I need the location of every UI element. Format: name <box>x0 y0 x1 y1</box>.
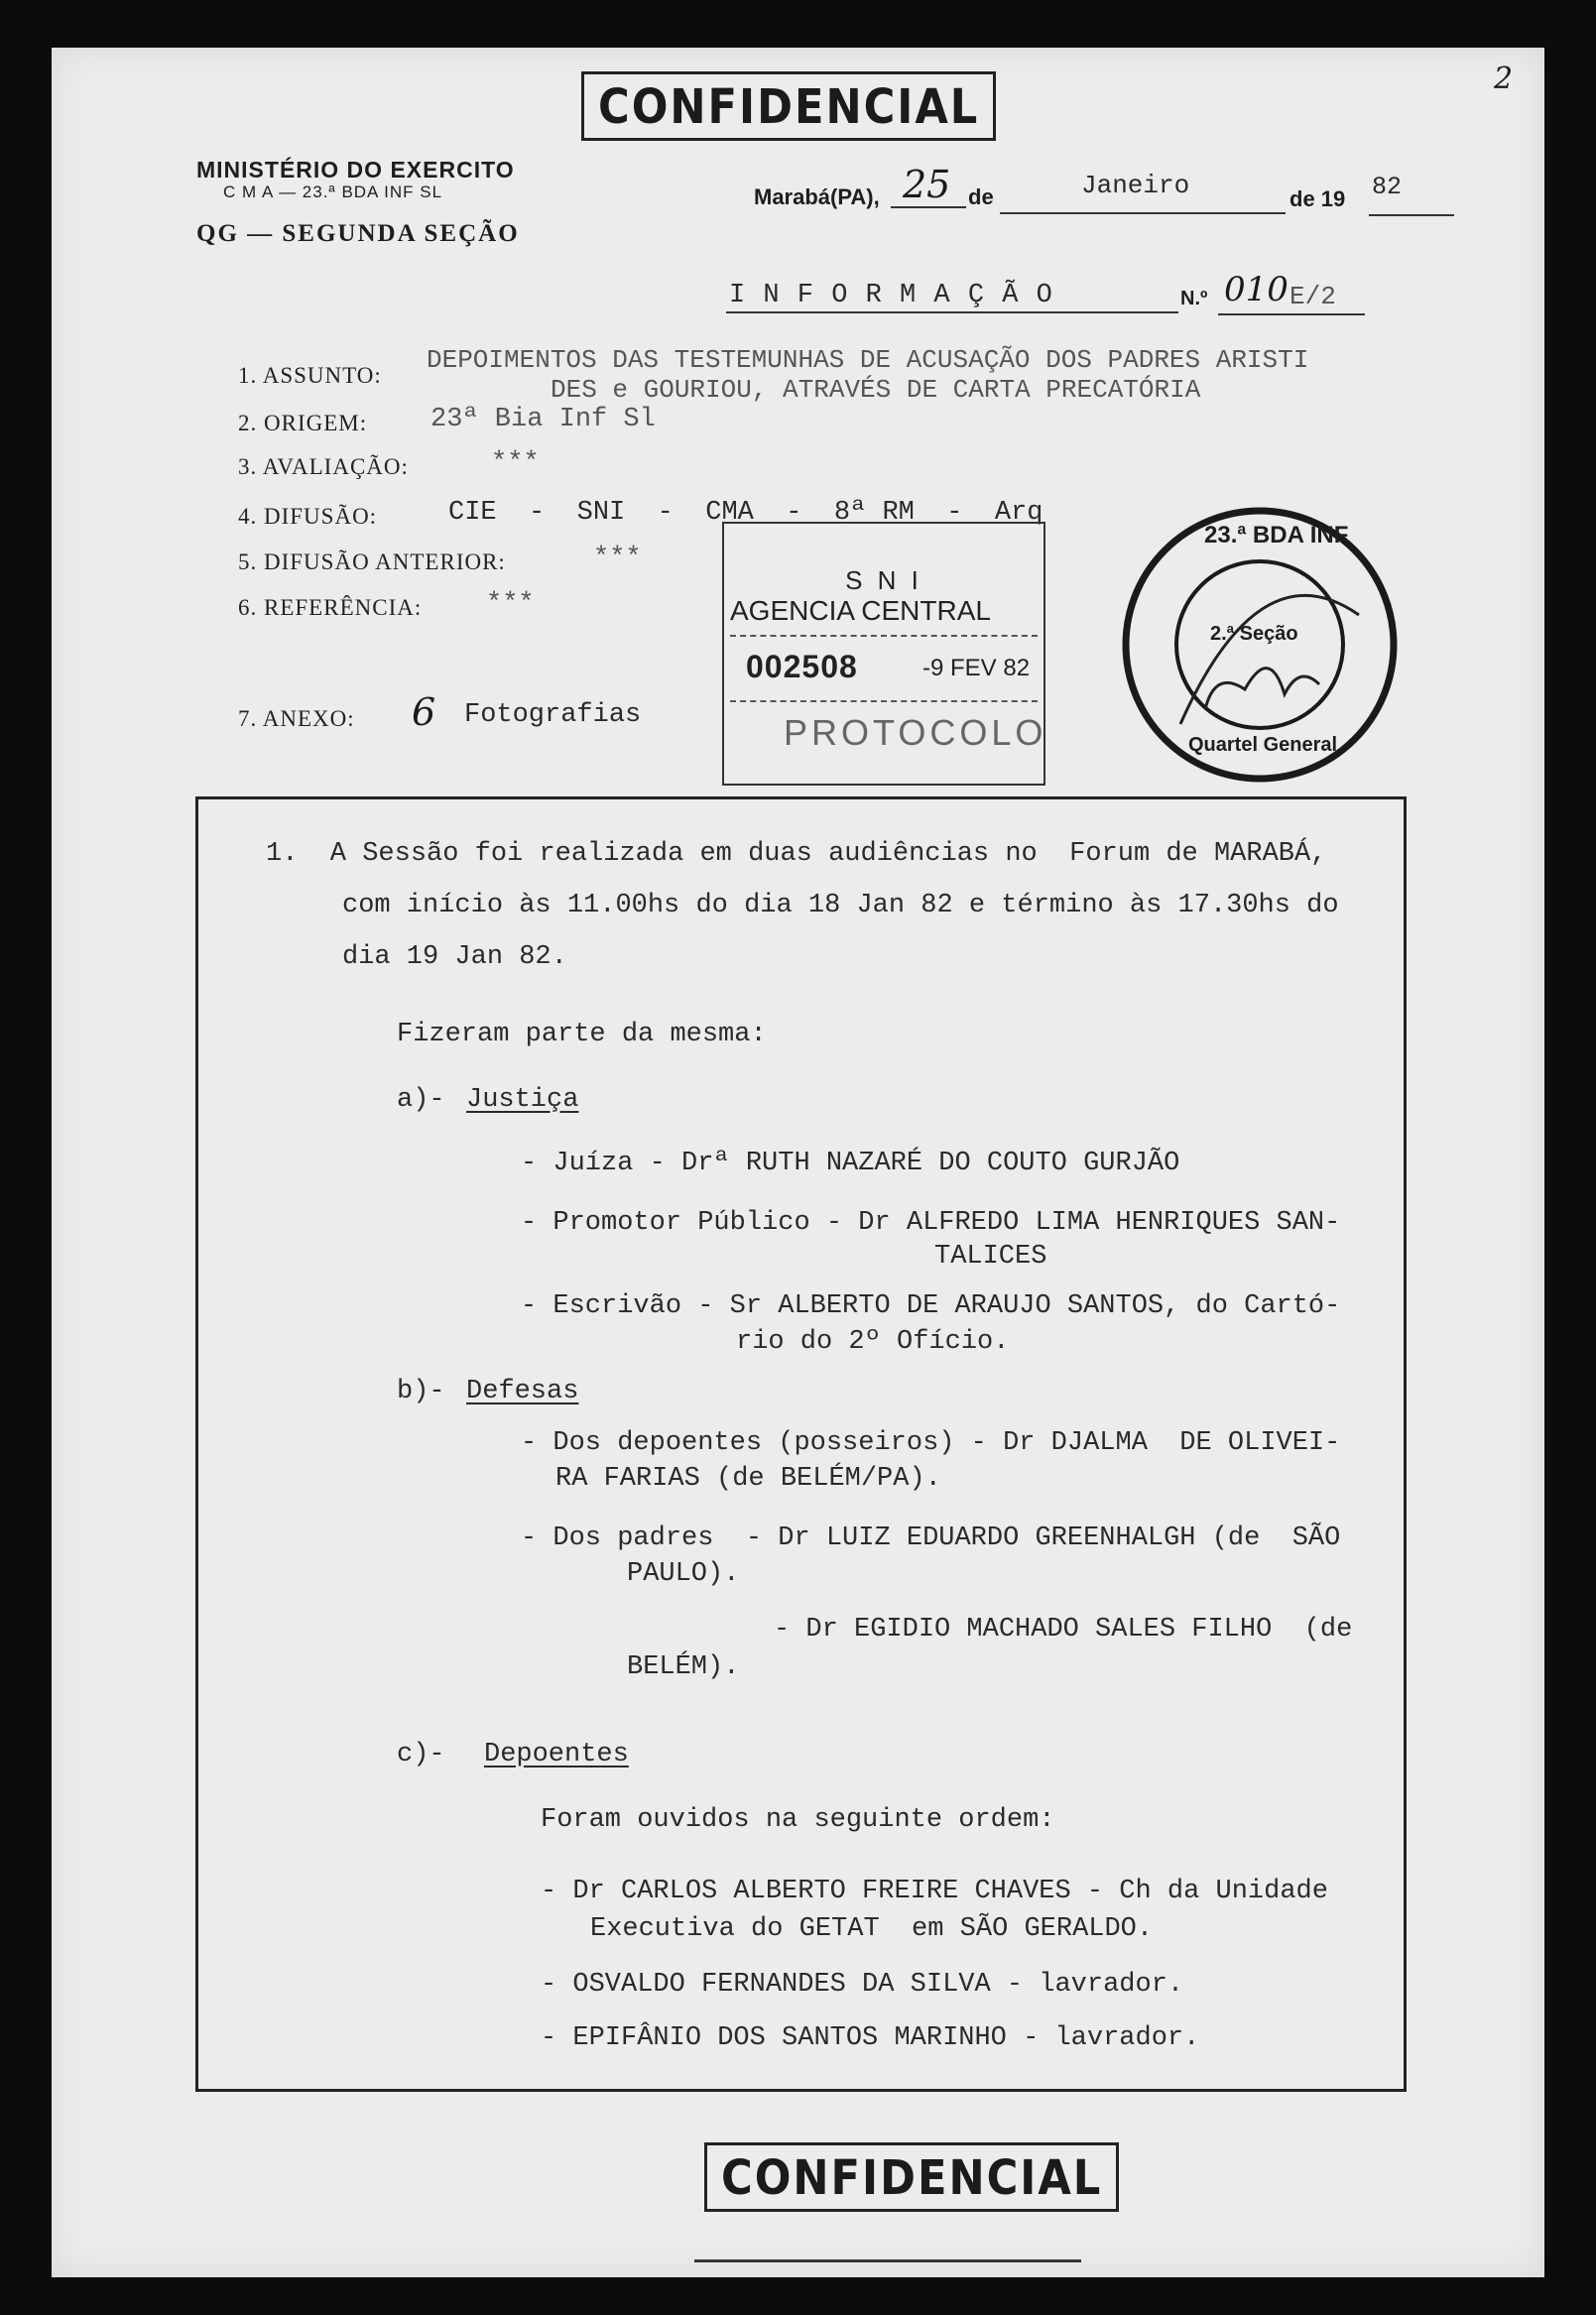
date-year: 82 <box>1372 173 1403 201</box>
section-b-item1-line1: - Dos depoentes (posseiros) - Dr DJALMA DE OLIVEI- <box>521 1428 1341 1458</box>
section-c-label: c)- <box>397 1740 445 1769</box>
document-number-suffix: E/2 <box>1289 282 1336 311</box>
section-c-title: Depoentes <box>484 1740 629 1769</box>
body-intro: Fizeram parte da mesma: <box>397 1020 767 1049</box>
section-a-item2-line1: - Promotor Público - Dr ALFREDO LIMA HENRIQUES SAN- <box>521 1208 1341 1238</box>
section-b-item1-line2: RA FARIAS (de BELÉM/PA). <box>555 1464 941 1494</box>
section-b-item2-line1: - Dos padres - Dr LUIZ EDUARDO GREENHALGH (de SÃO <box>521 1523 1341 1553</box>
date-de-label: de <box>968 184 994 209</box>
field-anexo-label: 7. ANEXO: <box>238 706 355 731</box>
sni-stamp-protocol: PROTOCOLO <box>784 712 1047 753</box>
section-a-item3-line2: rio do 2º Ofício. <box>736 1327 1010 1357</box>
date-day: 25 <box>903 163 951 206</box>
field-assunto-label: 1. ASSUNTO: <box>238 363 382 388</box>
date-month: Janeiro <box>1081 171 1190 200</box>
document-number: 010 <box>1224 270 1289 309</box>
sni-stamp-line1: S N I <box>845 565 922 595</box>
field-avaliacao-value: *** <box>491 448 540 478</box>
field-referencia-label: 6. REFERÊNCIA: <box>238 595 423 620</box>
number-underline <box>1218 313 1365 315</box>
bda-seal-top-text: 23.ª BDA INF <box>1204 522 1349 548</box>
section-a-item1: - Juíza - Drª RUTH NAZARÉ DO COUTO GURJÃO <box>521 1149 1180 1178</box>
section-c-item3: - EPIFÂNIO DOS SANTOS MARINHO - lavrador. <box>541 2023 1200 2053</box>
sni-stamp-divider-2 <box>730 700 1038 702</box>
field-origem-label: 2. ORIGEM: <box>238 411 368 435</box>
sni-stamp-date: -9 FEV 82 <box>922 655 1031 681</box>
year-underline <box>1369 214 1454 216</box>
sni-protocol-stamp <box>722 522 1045 786</box>
bda-seal-stamp <box>1111 496 1409 793</box>
classification-stamp-bottom: CONFIDENCIAL <box>704 2142 1119 2212</box>
field-anexo-value: Fotografias <box>464 700 642 730</box>
classification-stamp-top: CONFIDENCIAL <box>581 71 996 141</box>
section-a-item2-line2: TALICES <box>934 1242 1047 1272</box>
document-title: I N F O R M A Ç Ã O <box>729 281 1053 310</box>
section-b-label: b)- <box>397 1377 445 1406</box>
unit-label: C M A — 23.ª BDA INF SL <box>223 183 443 201</box>
field-difusao-value: CIE - SNI - CMA - 8ª RM - Arq <box>448 498 1044 528</box>
body-p1-line1: 1. A Sessão foi realizada em duas audiências no Forum de MARABÁ, <box>266 839 1327 869</box>
number-label: N.º <box>1180 288 1208 309</box>
date-year-label: de 19 <box>1289 186 1346 211</box>
bottom-rule <box>694 2259 1081 2262</box>
field-origem-value: 23ª Bia Inf Sl <box>430 405 656 434</box>
ministry-label: MINISTÉRIO DO EXERCITO <box>196 157 515 183</box>
section-b-item3-line2: BELÉM). <box>627 1652 740 1682</box>
month-underline <box>1000 212 1286 214</box>
field-difusao-anterior-value: *** <box>593 544 642 573</box>
section-b-title: Defesas <box>466 1377 579 1406</box>
section-c-item2: - OSVALDO FERNANDES DA SILVA - lavrador. <box>541 1970 1184 2000</box>
field-avaliacao-label: 3. AVALIAÇÃO: <box>238 454 409 479</box>
field-assunto-value-line2: DES e GOURIOU, ATRAVÉS DE CARTA PRECATÓRIA <box>551 375 1201 405</box>
section-a-title: Justiça <box>466 1085 579 1115</box>
sni-stamp-divider <box>730 635 1038 637</box>
field-assunto-value-line1: DEPOIMENTOS DAS TESTEMUNHAS DE ACUSAÇÃO DOS PADRES ARISTI <box>427 345 1309 375</box>
page-number: 2 <box>1494 61 1514 96</box>
section-a-item3-line1: - Escrivão - Sr ALBERTO DE ARAUJO SANTOS, do Cartó- <box>521 1291 1341 1321</box>
section-c-intro: Foram ouvidos na seguinte ordem: <box>541 1805 1055 1835</box>
body-p1-line3: dia 19 Jan 82. <box>342 942 567 972</box>
section-label: QG — SEGUNDA SEÇÃO <box>196 220 520 247</box>
title-underline <box>726 311 1178 313</box>
section-c-item1-line1: - Dr CARLOS ALBERTO FREIRE CHAVES - Ch da Unidade <box>541 1877 1328 1906</box>
sni-stamp-number: 002508 <box>746 649 858 684</box>
section-b-item2-line2: PAULO). <box>627 1559 740 1589</box>
bda-seal-bottom-text: Quartel General <box>1188 734 1338 756</box>
bda-seal-middle-text: 2.ª Seção <box>1210 623 1298 645</box>
field-difusao-label: 4. DIFUSÃO: <box>238 504 378 529</box>
section-c-item1-line2: Executiva do GETAT em SÃO GERALDO. <box>590 1914 1154 1944</box>
section-b-item3-line1: - Dr EGIDIO MACHADO SALES FILHO (de <box>774 1615 1353 1645</box>
place-label: Marabá(PA), <box>754 184 880 209</box>
sni-stamp-line2: AGENCIA CENTRAL <box>730 595 991 626</box>
section-a-label: a)- <box>397 1085 445 1115</box>
field-referencia-value: *** <box>486 589 535 619</box>
field-difusao-anterior-label: 5. DIFUSÃO ANTERIOR: <box>238 549 506 574</box>
day-underline <box>891 206 966 208</box>
field-anexo-count: 6 <box>412 690 436 734</box>
body-p1-line2: com início às 11.00hs do dia 18 Jan 82 e término às 17.30hs do <box>342 891 1339 920</box>
